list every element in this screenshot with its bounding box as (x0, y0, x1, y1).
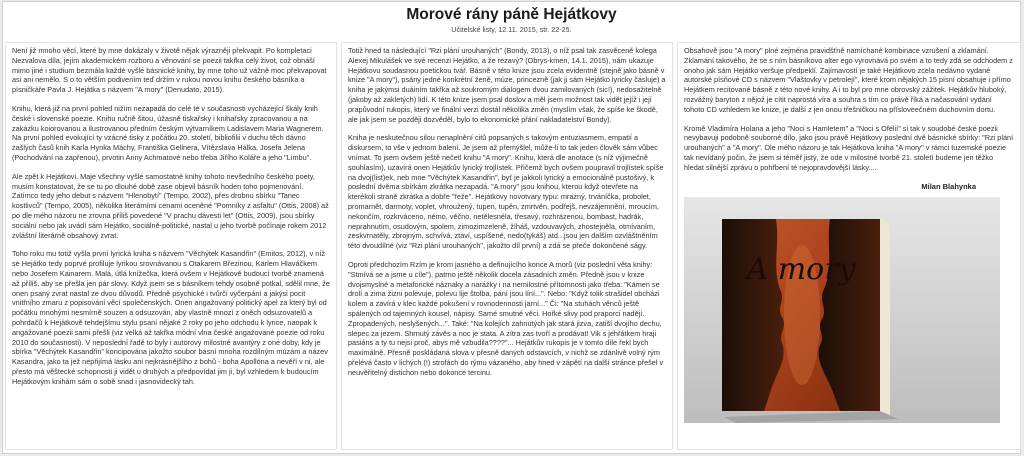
column-right (677, 42, 1021, 450)
paragraph: Totiž hned ta následující "Rzi plání urouhaných" (Bondy, 2013), o níž psal tak zasvěceně kolega Alexej Mikulášek ve své recenzi Hejátko, a že rezavý? (Obrys-kmen, 14.1. 2015), nám ukazuje Hejátkovu soudasnou poetickou tvář. Básně v této knize jsou zcela evidentně (stejně jako básně v knize "A mory"), psány jedné konkrétní ženě, múze, princezně (jak ji sám Hejátko lyricky čásluje) a kniha je jakýmsi duáiním takřka až soukromým dialogem dvou zamilovaných (sic!), nedosažitelně (jakoby až zakletých) lidí. K této knize jsem psal doslov a měl jsem možnost tak vidět jejíž i její prapůvodní rukopis, který ve finální verzi dostál několika změn (myslím však, že spíše ke škodě, ale jak jsem se později dozvěděl, bylo to ekonomické přání nakladatelství Bondy). (348, 46, 666, 124)
article-title: Morové rány páně Hejátkovy (406, 6, 617, 23)
column-left (5, 42, 337, 450)
paragraph: Obsahově jsou "A mory" plné zejména pravidšťně namíchané kombinace vzrušení a zklamání. Zklamání takového, že se s ním básníkovo alter ego vyrovnává po svém a to tedy zdá se odchodem z onoho jak sám Hejátko veršuje předpeklí. Zajímavostí je také Hejátkovo zcela nedávno vydané autorské písňové CD s názvem "Vlaštovky v petrolejí", které krom nějakých 15 písní obsahuje i přímo Hejátkem recitované básně z této nové knihy. A i to byl pro mne obrovský zážitek. Hejátkův hluboký, rozvážný baryton z nějož je cítit naprostá víra a souhra s tím co právě říká a načasování vydání tohoto CD vzhledem ke knize, je další z jen onou třešničkou na přísloveečném duchovním dortu. (684, 46, 1013, 114)
paragraph: Knihu, která již na první pohled nižím nezapadá do celé té v současnosti vycházející škály knih české i slovenské poezie. Knihu ručně šitou, úžasně tiskařsky i knihařsky zpracovanou a na zakázku koiorovanou a ilustrovanou předním českým výtvarníkem Ladislavem Maria Wagnerem. Na první pohled evokující ty vzácné tisky z počátku 20. století, bibliofilii v duchu těch dávno zašlých časů knih Karla Hynka Máchy, Františka Gellnera, Vítězslava Hálka, Josefa Jelena (Pochodvání na zapřenou), prvotin Anny Achmatové nebo třeba Jiřího Koláře a jeho "Limbu". (12, 103, 324, 162)
book-cover-image (684, 197, 1000, 423)
paragraph: Ale zpět k Hejátkovi. Maje všechny vyšlé samostatné knihy tohoto nevšedního českého poety, musím konstatovat, že se tu po dlouhé době zase objevil básník hoden toho pojmenování. Zatímco tedy jeho debut s názvem "Hlenobytí" (Tempo, 2002), přes drobnu sbírku "Tanec kostlivců" (Tempo, 2005), několika literárními cenami oceněné "Pomníky z asfaltu" (Ottis, 2008) až po dle mého názoru ne zrovna příliš povedené "V prachu dávesti let" (Ottis, 2009), jsou sbírky sociální nebo jak uvádí sám Hejátko, sociálně-politické, nastal u jeho tvorbě počínaje rokem 2012 zvláštní literárně obsahový zvrat. (12, 171, 329, 240)
paragraph: Oproti předchozím Rzím je krom jasného a definujícího konce A morů (viz poslední věta knihy: "Stmívá se a jsme u cíle"), patrno ještě několik docela zásadních změn. Předně jsou v knize dvojsmyslné a metaforické náznaky a narážky i na nemilostné přítomnosti jako třeba: "Kámen se drolí a zima žizni polevuje, polevu lije štolba, pání jsou líní...". Nebo: "Když tolik strašidel obcházi kolem a zavírá v klec každé pokušení v rovnodennosti jarní..." Či: "Na stuhách věnců ještě spálených od tajemných kousel, nápisy. Samé smutné věci. Hořké slivy pod praporci nadějí. Zpropadených, neslyšených...". Také: "Na kolejích zahnutých jak stará jizva, zatiší dvojího dechu, slepec za jezem. Shrnutý závěs a noc je stata. A zítra zas tvoří a prodávat! Vik s jehřátkem hraji pasiáns a ty tu nejsi proč, abys mě vzbudila????"... Hejátkův rukopis je v tomto díle řekl bych maximálně. Přesně poskládaná slova v přesně daných odstavcích, v nichž se zdánlivě volný rým přelévá často v lichých (!) strofách do rýmu vázaného, aby hned v zápětí na další stránce přešel v neuvěřitelný distichon nebo dokonce tercinu. (348, 259, 664, 377)
paragraph: Kromě Vladimíra Holana a jeho "Noci s Hamletem" a "Noci s Ofélií" si tak v soudobé české poezii nevybavuji podobně souborné dílo, jako jsou právě Hejátkovy poslední dvě básnické sbírky: "Rzi plání urouhaných" a "A mory". Dle mého názoru je tak Hejátkova kniha "A mory" v rámci tuzemské poezie tak nevídaný počin, že jsem si téměř jistý, že ode v milostné tvorbě 21. století budeme jen těžko hledat silnější zprávu o pohřbení té nejopravdovější lásky.... (684, 123, 1014, 172)
paragraph: Toho roku mu totiž vyšla první lyrická kniha s názvem "Věchýtek Kasandřin" (Emitos, 2012), v níž se Hejátko tedy poprvé profiluje lyrikou srovnávanou s Otakarem Březinou, Karlem Hlaváčkem nebo Josefem Kainarem. Malá, útlá knížečka, která ovšem v Hejátkově budoucí tvorbě znamená až příliš, aby se přešla jen pár slovy. Když jsem se s básníkem tehdy osobně potkal, sdělil mne, že onen psaný zvrat nastal ze dvou důvodů. Předně psychické i tvůrčí vyčerpání a jakýsi pocit vnitřního zmaru z popisování věcí společenských. Onen angažovaný politický apel za který byl od počátku mnohými nesmírně souzen a odsuzován, aby vlastně mnozí z oněch odsuzovatelů a pohrdačů k Hejátkově tehdejšímu stylu psaní nějaké 2 roky po jeho odchodu k lyrice, naopak k angažované poezii sami přešli (viz velká až takřka módní vlna české angažované poezie od roku 2010 do současnosti). V neposlední řadě to byly i autorovy milostné avantýry z oné doby, kdy je sbírka "Věchýtek Kasandřin" koncipována jakožto soubor básní mnoha rozdílným múzám a název Kasandra, jako ta jež nepřijímá lásku ani nejkrásnějšího z bohů - boha Apollóna a nevěří v ni, ale přesto má věštecké schopnosti ji vidět u druhých a předpovídat jim ji, byl vzhledem k budoucím Hejátkovým knihám sám o sobě snad i jasnovidecký tah. (12, 249, 330, 386)
author-signature: Milan Blahynka (921, 181, 976, 191)
article-source: Učitelské listy, 12.11. 2015, str. 22-25. (451, 25, 572, 34)
book-title-text: A mory (746, 252, 856, 288)
paragraph: Kniha je neskutečnou silou nenaplnění citů popsaných s takovým entuziasmem, empatií a diskursem, to vše v jednom balení. Je jsem až přemýšlel, může-li to tak jeden člověk sám vůbec vnímat. To jsem ovšem ještě nečetl knihu "A mory". Knihu, která dle anotace (s níž výjimečně souhlasím), uzavírá onen Hejátkův lyrický trojlístek. Přičemž bych ovšem poupravil trojlístek spíše na dvoj(list)ek, neb mne "Věchýtek Kasandřin", byť je jakkoli lyrický a emocionálně pustošivý, k poslední dvěma sbírkám zkrátka nezapadá. "A mory" jsou knihou, kterou když otevřete na kterékoli straně zkrátka a dobře "řeže". Hejátkovy novotvary typu: mrazný, trváníčka, probolet, promarnět, darmoty, voplet, vhroužený, tupen, tupěn, zmrtvěn, podřejš, nevzájemnění, mroucím, nekončím, rozkrváceno, némo, věčno, netělesnéla, třesavý, rozhrázenou, bombast, hadrák, neprahnutím, osudovým, spolem, zimozimzeleně, žíháš, vzdouvavých, zhostejněla, otmívaním, zeskvrnatěly, zbrojným, schvívá, ztaví, uspíšené, nedo(tykáš) atd...jsou jen dalším ozvláštněním této dvoudílné (viz "Rzi plání urouhaných", jakožto díl první) a zdá se přeče dokončené ságy. (348, 133, 664, 251)
column-middle (341, 42, 673, 450)
article-frame (2, 1, 1021, 454)
book-illustration (684, 197, 1000, 423)
paragraph: Není již mnoho věcí, které by mne dokázaly v životě nějak výrazněji překvapit. Po kompletaci Nezvalova díla, jejím akademickém rozboru a věnování se poezii takřka celý život, což obnáší mimo jiné i studium bezmála každé vyšlé básnické knihy, by mne toho už vážně moc překvapovat asi ani nemělo. S o to větším podivením teď držím v rukou novou knihu českého básníka a písničkáře Pavla J. Hejátka s názvem "A mory" (Denudato, 2015). (12, 46, 327, 95)
